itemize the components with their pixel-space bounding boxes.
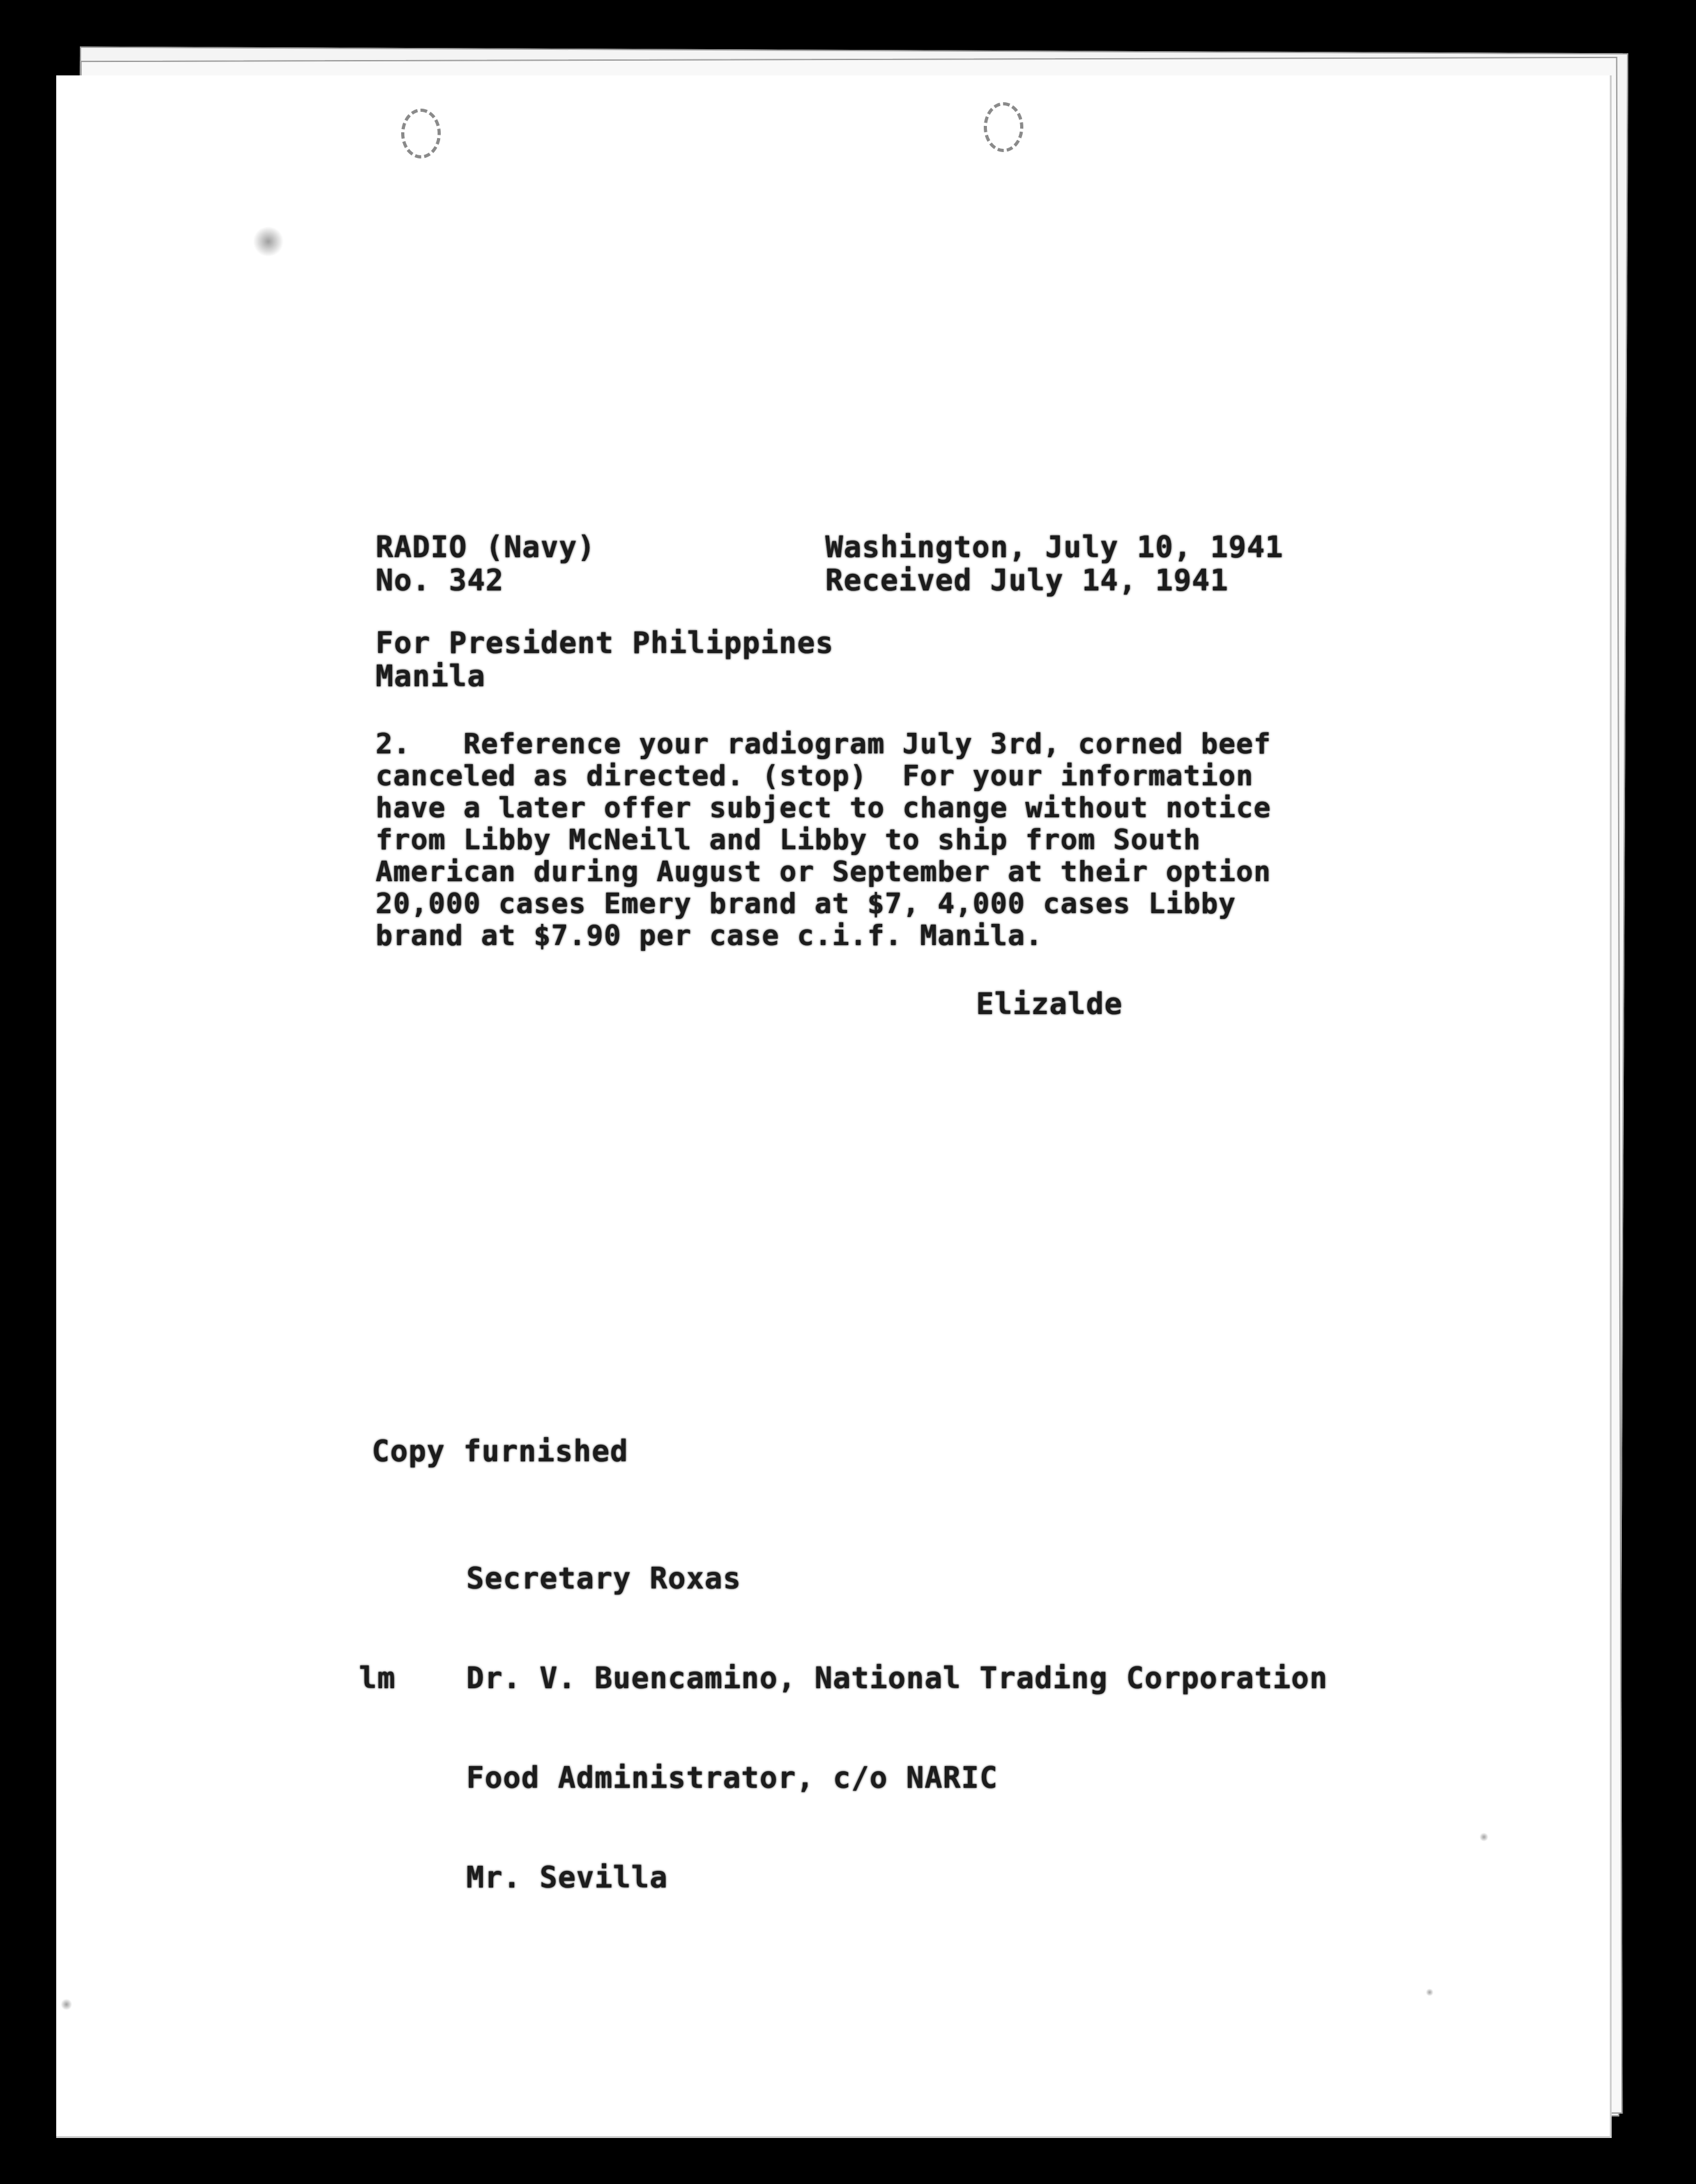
copy-recipient: Dr. V. Buencamino, National Trading Corporation: [466, 1661, 1328, 1695]
addressee-location: Manila: [376, 659, 486, 693]
copy-recipient: Mr. Sevilla: [466, 1860, 668, 1895]
radio-label: RADIO (Navy): [376, 530, 596, 564]
copy-furnished-heading: Copy furnished: [372, 1434, 629, 1468]
punch-hole-mark: [984, 102, 1023, 152]
copy-recipient: Secretary Roxas: [466, 1561, 742, 1596]
message-body: [376, 728, 1372, 952]
message-line: brand at $7.90 per case c.i.f. Manila.: [376, 919, 1043, 952]
punch-hole-mark: [401, 109, 441, 158]
addressee: For President Philippines: [376, 626, 834, 660]
copy-recipient: Food Administrator, c/o NARIC: [466, 1760, 998, 1795]
copy-recipients-list: [466, 1495, 1328, 1927]
message-line: 2. Reference your radiogram July 3rd, corned beef: [376, 728, 1272, 760]
message-line: canceled as directed. (stop) For your information: [376, 760, 1254, 792]
message-line: from Libby McNeill and Libby to ship from South: [376, 824, 1202, 856]
message-line: 20,000 cases Emery brand at $7, 4,000 cases Libby: [376, 888, 1237, 920]
ink-speck: [61, 1999, 72, 2010]
message-line: have a later offer subject to change without notice: [376, 792, 1272, 824]
dateline: Washington, July 10, 1941: [825, 530, 1284, 564]
ink-speck: [1426, 1988, 1433, 1996]
received-date: Received July 14, 1941: [825, 563, 1229, 597]
signature: Elizalde: [976, 987, 1123, 1021]
radio-number: No. 342: [376, 563, 504, 597]
ink-smudge: [252, 227, 284, 256]
ink-speck: [1479, 1833, 1488, 1842]
typist-initials: lm: [359, 1661, 396, 1695]
message-line: American during August or September at their option: [376, 856, 1272, 888]
